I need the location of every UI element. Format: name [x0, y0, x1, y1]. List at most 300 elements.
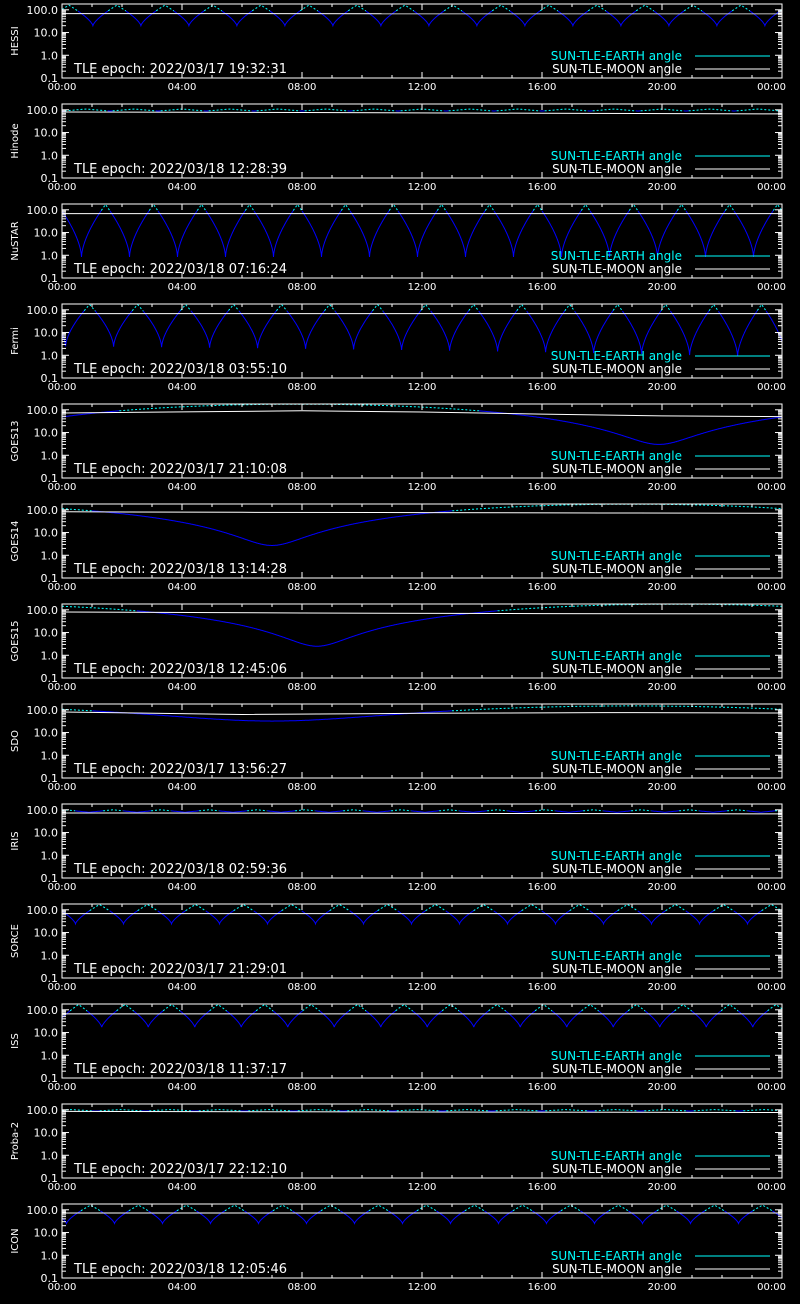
x-tick-label: 00:00 [48, 182, 77, 193]
legend-moon-label: SUN-TLE-MOON angle [552, 462, 682, 476]
x-tick-label: 04:00 [168, 1182, 197, 1193]
earth-angle-segment [705, 1205, 725, 1211]
x-tick-label: 00:00 [757, 782, 786, 793]
earth-angle-segment [496, 1110, 538, 1111]
earth-angle-segment [452, 706, 782, 711]
x-tick-label: 00:00 [48, 582, 77, 593]
earth-angle-segment [171, 811, 199, 813]
legend-earth-label: SUN-TLE-EARTH angle [551, 449, 682, 463]
earth-angle-segment [494, 211, 533, 257]
earth-angle-segment [298, 1110, 340, 1111]
earth-angle-segment [727, 810, 747, 811]
earth-angle-segment [138, 905, 158, 911]
x-tick-label: 04:00 [168, 982, 197, 993]
earth-angle-segment [62, 411, 119, 417]
x-tick-label: 04:00 [168, 1082, 197, 1093]
y-tick-label: 0.1 [41, 872, 59, 885]
panel-label: Hinode [10, 123, 21, 158]
x-tick-label: 08:00 [288, 1282, 317, 1293]
x-tick-label: 00:00 [48, 682, 77, 693]
x-tick-label: 00:00 [48, 882, 77, 893]
x-tick-label: 00:00 [757, 682, 786, 693]
earth-angle-segment [675, 1005, 692, 1011]
earth-angle-segment [267, 811, 295, 813]
earth-angle-segment [245, 205, 254, 211]
earth-angle-segment [209, 109, 252, 111]
earth-angle-segment [225, 1205, 245, 1211]
earth-angle-segment [100, 1110, 142, 1111]
earth-angle-segment [247, 810, 267, 811]
earth-angle-segment [92, 511, 452, 546]
x-tick-label: 00:00 [757, 382, 786, 393]
tle-epoch-label: TLE epoch: 2022/03/17 21:29:01 [73, 962, 287, 977]
y-tick-label: 10.0 [34, 27, 59, 40]
earth-angle-segment [497, 109, 540, 111]
panel-label: Fermi [10, 327, 21, 355]
earth-angle-segment [732, 5, 750, 11]
earth-angle-segment [180, 1011, 209, 1027]
x-tick-label: 12:00 [408, 882, 437, 893]
y-tick-label: 0.1 [41, 972, 59, 985]
earth-angle-segment [348, 5, 366, 11]
earth-angle-segment [273, 1205, 293, 1211]
earth-angle-segment [462, 11, 492, 26]
earth-angle-segment [449, 109, 492, 111]
earth-angle-segment [101, 205, 110, 211]
x-tick-label: 16:00 [528, 882, 557, 893]
y-tick-label: 1.0 [41, 49, 59, 62]
x-tick-label: 20:00 [648, 82, 677, 93]
legend-earth-label: SUN-TLE-EARTH angle [551, 249, 682, 263]
earth-angle-segment [565, 305, 575, 312]
x-tick-label: 00:00 [757, 82, 786, 93]
y-tick-label: 100.0 [27, 4, 59, 17]
x-tick-label: 12:00 [408, 1182, 437, 1193]
y-tick-label: 1.0 [41, 1249, 59, 1262]
earth-angle-segment [108, 5, 126, 11]
earth-angle-segment [149, 205, 158, 211]
legend-earth-label: SUN-TLE-EARTH angle [551, 1249, 682, 1263]
y-tick-label: 10.0 [34, 727, 59, 740]
earth-angle-segment [149, 1110, 191, 1111]
earth-angle-segment [349, 1005, 366, 1011]
x-tick-label: 04:00 [168, 782, 197, 793]
earth-angle-segment [535, 1005, 552, 1011]
earth-angle-segment [459, 1011, 488, 1027]
legend-moon-label: SUN-TLE-MOON angle [552, 662, 682, 676]
earth-angle-segment [651, 811, 679, 813]
earth-angle-segment [199, 1110, 241, 1111]
earth-angle-segment [606, 11, 636, 26]
y-tick-label: 100.0 [27, 104, 59, 117]
panel-iss [10, 1004, 786, 1093]
y-tick-label: 1.0 [41, 1149, 59, 1162]
earth-angle-segment [92, 711, 452, 721]
earth-angle-segment [330, 905, 350, 911]
x-tick-label: 04:00 [168, 282, 197, 293]
x-tick-label: 08:00 [288, 782, 317, 793]
tle-epoch-label: TLE epoch: 2022/03/18 02:59:36 [73, 862, 287, 877]
tle-epoch-label: TLE epoch: 2022/03/18 12:45:06 [73, 662, 287, 677]
earth-angle-segment [257, 109, 300, 111]
earth-angle-segment [295, 810, 315, 811]
tle-epoch-label: TLE epoch: 2022/03/18 07:16:24 [73, 262, 287, 277]
earth-angle-segment [487, 810, 507, 811]
earth-angle-segment [552, 1011, 581, 1027]
earth-angle-segment [561, 1205, 581, 1211]
earth-angle-segment [62, 911, 90, 924]
earth-angle-segment [725, 205, 734, 211]
y-tick-label: 0.1 [41, 172, 59, 185]
x-tick-label: 00:00 [757, 1182, 786, 1193]
earth-angle-segment [492, 5, 510, 11]
panel-label: SDO [10, 730, 21, 752]
earth-angle-segment [686, 911, 714, 924]
y-tick-label: 10.0 [34, 1127, 59, 1140]
earth-angle-segment [558, 11, 588, 26]
legend-earth-label: SUN-TLE-EARTH angle [551, 649, 682, 663]
x-tick-label: 04:00 [168, 482, 197, 493]
x-tick-label: 08:00 [288, 1182, 317, 1193]
earth-angle-segment [595, 1110, 637, 1111]
x-tick-label: 00:00 [757, 282, 786, 293]
x-tick-label: 00:00 [48, 482, 77, 493]
x-tick-label: 08:00 [288, 82, 317, 93]
series-sun-tle-earth [62, 810, 782, 813]
earth-angle-segment [254, 911, 282, 924]
earth-angle-segment [204, 5, 222, 11]
panel-hinode [10, 104, 786, 193]
x-tick-label: 16:00 [528, 482, 557, 493]
earth-angle-segment [699, 811, 727, 813]
earth-angle-segment [459, 811, 487, 813]
y-tick-label: 100.0 [27, 504, 59, 517]
earth-angle-segment [158, 911, 186, 924]
panel-nustar [10, 204, 786, 293]
earth-angle-segment [588, 5, 606, 11]
earth-angle-segment [252, 5, 270, 11]
earth-angle-segment [87, 1011, 116, 1027]
x-tick-label: 04:00 [168, 882, 197, 893]
earth-angle-segment [110, 911, 138, 924]
earth-angle-segment [426, 905, 446, 911]
x-tick-label: 16:00 [528, 1282, 557, 1293]
legend-moon-label: SUN-TLE-MOON angle [552, 362, 682, 376]
x-tick-label: 04:00 [168, 1282, 197, 1293]
panel-goes15 [10, 604, 786, 693]
earth-angle-segment [439, 810, 459, 811]
earth-angle-segment [431, 311, 469, 351]
series-sun-tle-moon [62, 1111, 782, 1112]
series-sun-tle-earth [62, 404, 782, 444]
panel-sorce [10, 904, 786, 993]
y-tick-label: 10.0 [34, 1027, 59, 1040]
earth-angle-segment [206, 911, 234, 924]
y-tick-label: 0.1 [41, 672, 59, 685]
y-tick-label: 1.0 [41, 749, 59, 762]
earth-angle-segment [353, 109, 396, 111]
legend-moon-label: SUN-TLE-MOON angle [552, 262, 682, 276]
earth-angle-segment [644, 1110, 686, 1111]
earth-angle-segment [714, 905, 734, 911]
earth-angle-segment [318, 11, 348, 26]
x-tick-label: 12:00 [408, 482, 437, 493]
earth-angle-segment [545, 109, 588, 111]
earth-angle-segment [506, 1011, 535, 1027]
panel-label: GOES15 [10, 620, 21, 661]
earth-angle-segment [593, 109, 636, 111]
x-tick-label: 20:00 [648, 1182, 677, 1193]
earth-angle-segment [335, 311, 373, 350]
legend-moon-label: SUN-TLE-MOON angle [552, 162, 682, 176]
y-tick-label: 10.0 [34, 327, 59, 340]
earth-angle-segment [417, 1205, 437, 1211]
earth-angle-segment [437, 205, 446, 211]
y-tick-label: 100.0 [27, 1004, 59, 1017]
earth-angle-segment [709, 305, 718, 312]
legend-earth-label: SUN-TLE-EARTH angle [551, 49, 682, 63]
earth-angle-segment [84, 305, 95, 312]
earth-angle-segment [174, 11, 204, 26]
x-tick-label: 00:00 [48, 282, 77, 293]
earth-angle-segment [341, 205, 350, 211]
earth-angle-segment [119, 404, 479, 411]
earth-angle-segment [321, 1205, 341, 1211]
earth-angle-segment [62, 606, 137, 611]
earth-angle-segment [123, 811, 151, 813]
y-tick-label: 100.0 [27, 604, 59, 617]
earth-angle-segment [413, 1011, 442, 1027]
earth-angle-segment [636, 5, 654, 11]
earth-angle-segment [343, 810, 363, 811]
x-tick-label: 12:00 [408, 1082, 437, 1093]
earth-angle-segment [446, 211, 485, 257]
x-tick-label: 16:00 [528, 182, 557, 193]
y-tick-label: 100.0 [27, 1204, 59, 1217]
earth-angle-segment [239, 311, 277, 349]
earth-angle-segment [489, 1005, 506, 1011]
earth-angle-segment [638, 911, 666, 924]
earth-angle-segment [396, 5, 414, 11]
earth-angle-segment [465, 1205, 485, 1211]
earth-angle-segment [391, 810, 411, 811]
x-tick-label: 00:00 [48, 1282, 77, 1293]
panel-label: SORCE [10, 924, 21, 958]
earth-angle-segment [498, 604, 782, 611]
y-tick-label: 1.0 [41, 349, 59, 362]
earth-angle-segment [256, 1005, 273, 1011]
tle-epoch-label: TLE epoch: 2022/03/18 13:14:28 [73, 562, 287, 577]
earth-angle-segment [718, 311, 757, 357]
earth-angle-segment [629, 205, 638, 211]
tle-epoch-label: TLE epoch: 2022/03/17 19:32:31 [73, 62, 287, 77]
y-tick-label: 1.0 [41, 649, 59, 662]
earth-angle-segment [270, 11, 300, 26]
y-tick-label: 0.1 [41, 572, 59, 585]
earth-angle-segment [654, 11, 684, 26]
y-tick-label: 10.0 [34, 1227, 59, 1240]
earth-angle-segment [474, 905, 494, 911]
earth-angle-segment [414, 11, 444, 26]
earth-angle-segment [618, 905, 638, 911]
x-tick-label: 00:00 [757, 1282, 786, 1293]
earth-angle-segment [590, 911, 618, 924]
earth-angle-segment [110, 211, 149, 257]
earth-angle-segment [628, 1005, 645, 1011]
x-tick-label: 16:00 [528, 582, 557, 593]
legend-earth-label: SUN-TLE-EARTH angle [551, 749, 682, 763]
y-tick-label: 1.0 [41, 949, 59, 962]
earth-angle-segment [692, 1011, 721, 1027]
earth-angle-segment [527, 311, 565, 352]
tle-epoch-label: TLE epoch: 2022/03/17 21:10:08 [73, 462, 287, 477]
earth-angle-segment [540, 5, 558, 11]
legend-moon-label: SUN-TLE-MOON angle [552, 62, 682, 76]
earth-angle-segment [657, 1205, 677, 1211]
panel-proba-2 [10, 1104, 786, 1193]
earth-angle-segment [750, 11, 780, 26]
earth-angle-segment [581, 205, 590, 211]
y-tick-label: 100.0 [27, 304, 59, 317]
earth-angle-segment [227, 1011, 256, 1027]
x-tick-label: 04:00 [168, 182, 197, 193]
y-tick-label: 0.1 [41, 72, 59, 85]
earth-angle-segment [132, 305, 143, 312]
earth-angle-segment [479, 311, 517, 352]
earth-angle-segment [545, 1110, 587, 1111]
earth-angle-segment [81, 1205, 101, 1211]
earth-angle-segment [737, 109, 780, 111]
panel-label: IRIS [10, 831, 21, 850]
earth-angle-segment [363, 811, 391, 813]
y-tick-label: 0.1 [41, 372, 59, 385]
panel-label: GOES14 [10, 520, 21, 561]
earth-angle-segment [446, 1110, 488, 1111]
earth-angle-segment [75, 811, 103, 813]
tle-epoch-label: TLE epoch: 2022/03/18 03:55:10 [73, 362, 287, 377]
earth-angle-segment [485, 205, 494, 211]
legend-earth-label: SUN-TLE-EARTH angle [551, 949, 682, 963]
x-tick-label: 04:00 [168, 82, 197, 93]
tle-epoch-label: TLE epoch: 2022/03/17 22:12:10 [73, 1162, 287, 1177]
panel-label: HESSI [10, 26, 21, 55]
earth-angle-segment [469, 305, 479, 311]
y-tick-label: 10.0 [34, 927, 59, 940]
y-tick-label: 0.1 [41, 1072, 59, 1085]
earth-angle-segment [522, 905, 542, 911]
earth-angle-segment [347, 1110, 389, 1111]
tle-epoch-label: TLE epoch: 2022/03/18 12:28:39 [73, 162, 287, 177]
legend-moon-label: SUN-TLE-MOON angle [552, 1162, 682, 1176]
earth-angle-segment [366, 11, 396, 26]
earth-angle-segment [555, 811, 583, 813]
earth-angle-segment [325, 305, 336, 312]
earth-angle-segment [757, 305, 766, 311]
legend-moon-label: SUN-TLE-MOON angle [552, 1262, 682, 1276]
legend-moon-label: SUN-TLE-MOON angle [552, 962, 682, 976]
x-tick-label: 16:00 [528, 282, 557, 293]
y-tick-label: 1.0 [41, 149, 59, 162]
x-tick-label: 16:00 [528, 382, 557, 393]
x-tick-label: 08:00 [288, 682, 317, 693]
earth-angle-segment [350, 911, 378, 924]
earth-angle-segment [234, 905, 254, 911]
y-tick-label: 100.0 [27, 1104, 59, 1117]
y-tick-label: 1.0 [41, 1049, 59, 1062]
earth-angle-segment [90, 905, 110, 911]
earth-angle-segment [305, 109, 348, 111]
x-tick-label: 00:00 [757, 482, 786, 493]
x-tick-label: 20:00 [648, 482, 677, 493]
earth-angle-segment [134, 1011, 163, 1027]
legend-earth-label: SUN-TLE-EARTH angle [551, 549, 682, 563]
earth-angle-segment [156, 5, 174, 11]
x-tick-label: 08:00 [288, 182, 317, 193]
earth-angle-segment [513, 1205, 533, 1211]
earth-angle-segment [117, 1005, 134, 1011]
x-tick-label: 20:00 [648, 782, 677, 793]
x-tick-label: 20:00 [648, 882, 677, 893]
legend-earth-label: SUN-TLE-EARTH angle [551, 849, 682, 863]
y-tick-label: 10.0 [34, 127, 59, 140]
earth-angle-segment [510, 11, 540, 26]
earth-angle-segment [137, 611, 498, 646]
panel-hessi [10, 4, 786, 93]
y-tick-label: 1.0 [41, 849, 59, 862]
x-tick-label: 00:00 [757, 182, 786, 193]
earth-angle-segment [398, 211, 437, 257]
earth-angle-segment [452, 504, 782, 511]
earth-angle-segment [302, 211, 341, 257]
earth-angle-segment [126, 11, 156, 26]
earth-angle-segment [666, 905, 686, 911]
y-tick-label: 10.0 [34, 427, 59, 440]
x-tick-label: 16:00 [528, 782, 557, 793]
earth-angle-segment [113, 109, 156, 111]
y-tick-label: 0.1 [41, 772, 59, 785]
panel-sdo [10, 704, 786, 793]
x-tick-label: 20:00 [648, 182, 677, 193]
x-tick-label: 00:00 [757, 982, 786, 993]
x-tick-label: 00:00 [757, 582, 786, 593]
x-tick-label: 12:00 [408, 182, 437, 193]
x-tick-label: 00:00 [48, 82, 77, 93]
earth-angle-segment [143, 311, 180, 348]
x-tick-label: 12:00 [408, 82, 437, 93]
earth-angle-segment [197, 205, 206, 211]
earth-angle-segment [753, 1205, 773, 1211]
earth-angle-segment [191, 311, 229, 348]
y-tick-label: 1.0 [41, 249, 59, 262]
earth-angle-segment [442, 1005, 459, 1011]
earth-angle-segment [350, 211, 389, 257]
legend-moon-label: SUN-TLE-MOON angle [552, 762, 682, 776]
earth-angle-segment [396, 1005, 413, 1011]
earth-angle-segment [645, 1011, 674, 1027]
earth-angle-segment [65, 109, 108, 111]
earth-angle-segment [199, 810, 219, 811]
panel-label: ISS [10, 1033, 21, 1049]
earth-angle-segment [366, 1011, 395, 1027]
x-tick-label: 04:00 [168, 382, 197, 393]
y-tick-label: 10.0 [34, 227, 59, 240]
earth-angle-segment [494, 911, 522, 924]
x-tick-label: 16:00 [528, 1182, 557, 1193]
legend-moon-label: SUN-TLE-MOON angle [552, 562, 682, 576]
y-tick-label: 100.0 [27, 704, 59, 717]
earth-angle-segment [694, 1110, 736, 1111]
x-tick-label: 08:00 [288, 382, 317, 393]
